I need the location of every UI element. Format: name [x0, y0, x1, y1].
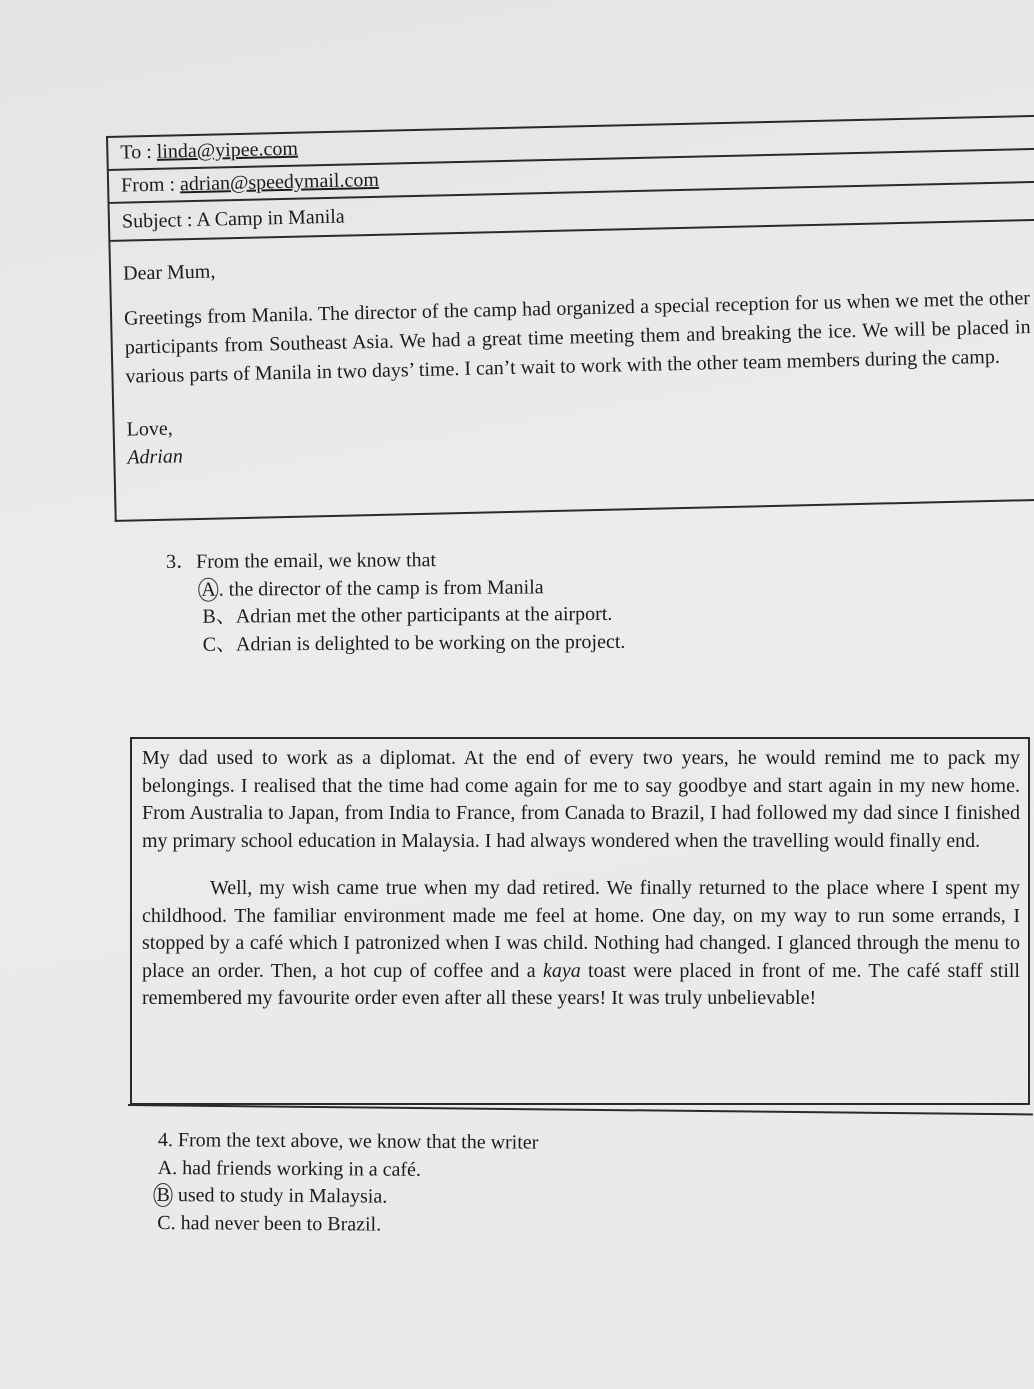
email-signoff: Love,: [126, 417, 173, 441]
passage-text: toast were placed in front of me. The café staff still remembered my favourite order even after all these years! It was truly unbelievable!: [142, 959, 1020, 1009]
option-text: . the director of the camp is from Manila: [218, 575, 544, 601]
option-letter: A: [157, 1156, 173, 1179]
question-3-option-c: [167, 628, 626, 659]
question-4-option-a: [158, 1154, 539, 1184]
option-text: 、Adrian is delighted to be working on the project.: [215, 630, 626, 656]
from-label: From :: [120, 173, 181, 197]
reading-passage: [130, 737, 1030, 1105]
email-body: [110, 221, 1034, 471]
option-letter: B: [202, 605, 216, 628]
email-box: [106, 115, 1034, 522]
question-3-stem: 3．From the email, we know that: [166, 549, 437, 573]
from-address: adrian@speedymail.com: [179, 168, 380, 196]
question-3-option-b: [166, 601, 625, 632]
option-text: . had friends working in a café.: [172, 1156, 422, 1181]
email-signature: Adrian: [127, 445, 184, 469]
to-address: linda@yipee.com: [156, 137, 299, 163]
question-3-option-a: [166, 573, 625, 604]
option-letter: C: [202, 633, 217, 656]
answer-circle: B: [153, 1183, 173, 1207]
option-text: . had never been to Brazil.: [170, 1211, 382, 1236]
option-letter: C: [157, 1211, 171, 1234]
passage-bottom-rule: [128, 1104, 1033, 1115]
email-paragraph: Greetings from Manila. The director of the camp had organized a special reception for us when we met the other participants from Southeast Asia. We had a great time meeting them and breaking the ice. We will be placed in various parts of Manila in two days’ time. I can’t wait to work with the other team members during the camp.: [123, 287, 1031, 388]
subject-label: Subject :: [121, 208, 197, 233]
passage-paragraph-1: My dad used to work as a diplomat. At the end of every two years, he would remind me to pack my belongings. I realised that the time had come again for me to say goodbye and start again in my new home. From Australia to Japan, from India to France, from Canada to Brazil, I had followed my dad since I finished my primary school education in Malaysia. I had always wondered when the travelling would finally end.: [142, 747, 1020, 852]
question-4-stem: 4. From the text above, we know that the writer: [157, 1129, 539, 1154]
question-4-option-b: [157, 1182, 538, 1212]
option-text: used to study in Malaysia.: [172, 1184, 388, 1208]
subject-text: A Camp in Manila: [196, 205, 345, 231]
question-3: [166, 546, 625, 659]
italic-word: kaya: [542, 959, 581, 982]
passage-paragraph-2: [142, 875, 1020, 1013]
question-4: [157, 1127, 538, 1240]
email-greeting: Dear Mum,: [122, 260, 216, 285]
passage-text: Well, my wish came true when my dad retired. We finally returned to the place where I spent my childhood. The familiar environment made me feel at home. One day, on my way to run some errands, I stopped by a café which I patronized when I was child. Nothing had changed. I glanced through the menu to place an order. Then, a hot cup of coffee and a: [142, 877, 1020, 982]
to-label: To :: [120, 140, 158, 164]
option-text: 、Adrian met the other participants at the airport.: [215, 602, 613, 628]
answer-circle: A: [198, 577, 219, 601]
question-4-option-c: [157, 1209, 538, 1239]
